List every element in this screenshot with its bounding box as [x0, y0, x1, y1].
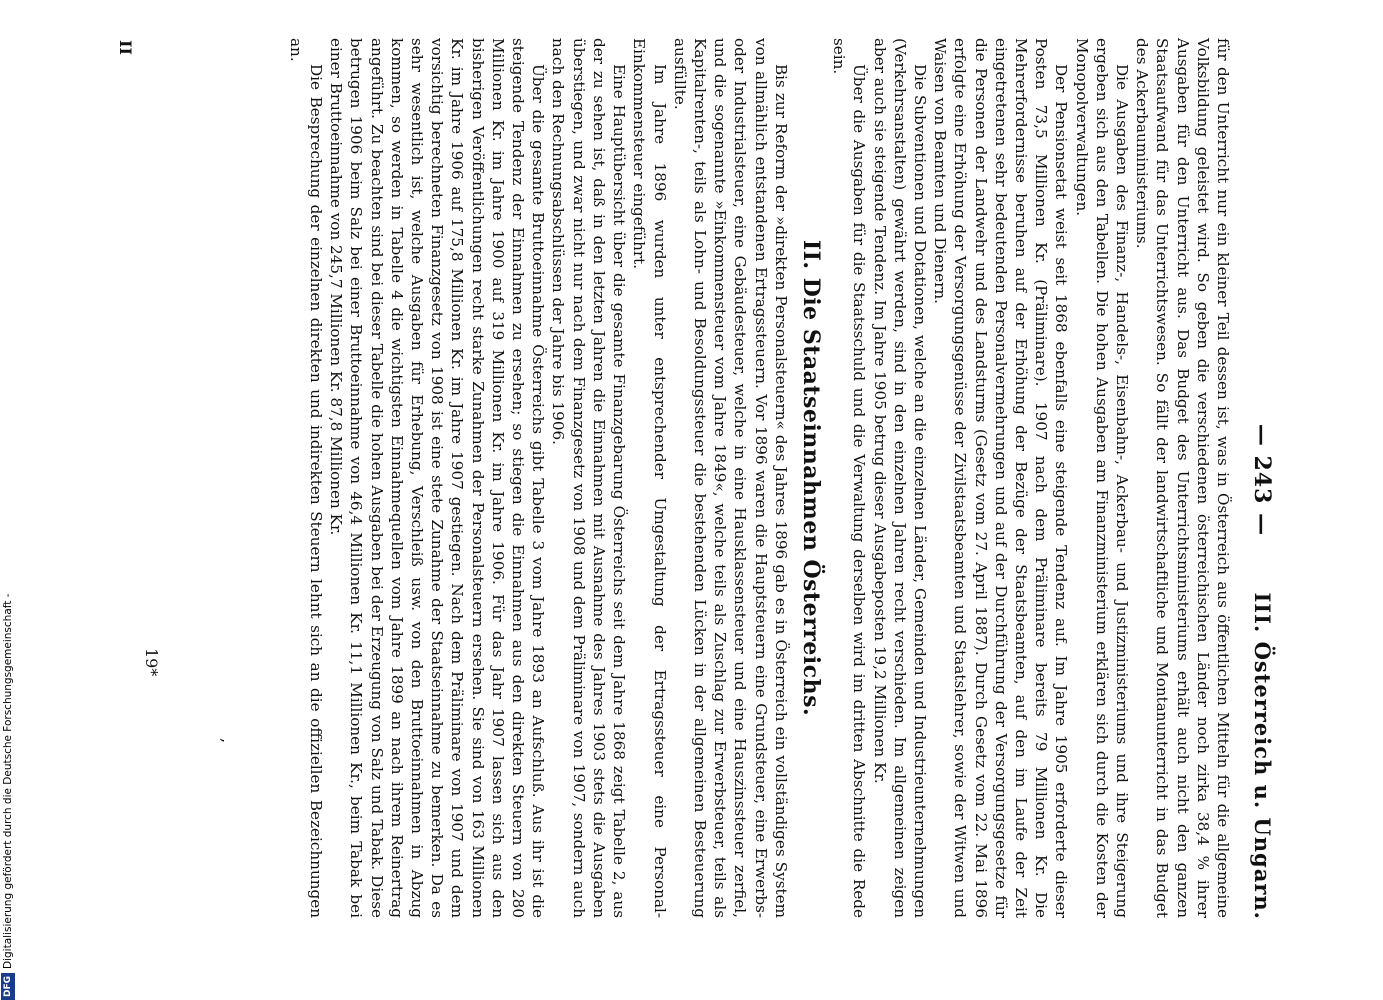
dfg-logo: DFG	[1, 973, 15, 1000]
paragraph: Bis zur Reform der »direkten Personalsteuern« des Jahres 1896 gab es in Österreich ein vollständiges System von allmählich entstandenen Ertragssteuern. Vor 1896 waren die Hauptsteuern eine Grundsteuer, eine Erwerbs- oder Industrialsteuer, eine Gebäudesteuer, welche in eine Hausklassensteuer und eine Hauszinssteuer zerfiel, und die sogenannte »Einkommensteuer vom Jahre 1849«, welche teils als Zuschlag zur Erwerbsteuer, teils als Kapitalrenten-, teils als Lohn- und Besoldungssteuer die bestehenden Lücken in der allgemeinen Besteuerung ausfüllte.	[670, 38, 790, 918]
body-text	[286, 38, 1233, 918]
running-head: III. Österreich u. Ungarn.	[1250, 592, 1275, 920]
paragraph: Eine Hauptübersicht über die gesamte Finanzgebarung Österreichs seit dem Jahre 1868 zeigt Tabelle 2, aus der zu sehen ist, daß in den letzten Jahren die Einnahmen mit Ausnahme des Jahres 1903 stets die Ausgaben überstiegen, und zwar nicht nur nach dem Finanzgesetz von 1908 und dem Präliminare von 1907, sondern auch nach den Rechnungsabschlüssen der Jahre bis 1906.	[549, 38, 629, 918]
paragraph: Der Pensionsetat weist seit 1868 ebenfalls eine steigende Tendenz auf. Im Jahre 1905 erforderte dieser Posten 73,5 Millionen Kr. (Präliminare). 1907 nach dem Präliminare bereits 79 Millionen Kr. Die Mehrerfordernisse beruhen auf der Erhöhung der Bezüge der Staatsbeamten, auf den im Laufe der Zeit eingetretenen sehr bedeutenden Personalvermehrungen und auf der Durchführung der Versorgungsgesetze für die Personen der Landwehr und des Landsturms (Gesetz vom 27. April 1887). Durch Gesetz vom 22. Mai 1896 erfolgte eine Erhöhung der Versorgungsgenüsse der Zivilstaatsbeamten und Staatslehrer, sowie der Witwen und Waisen von Beamten und Dienern.	[931, 38, 1071, 918]
paragraph: Im Jahre 1896 wurden unter entsprechender Umgestaltung der Ertragssteuer eine Personal-Einkommensteuer eingeführt.	[630, 38, 669, 918]
digitization-footer	[0, 8, 16, 1000]
paragraph: Die Ausgaben des Finanz-, Handels-, Eisenbahn-, Ackerbau- und Justizministeriums und ihre Steigerung ergeben sich aus den Tabellen. Die hohen Ausgaben am Finanzministerium erklären sich durch die Kosten der Monopolverwaltungen.	[1072, 38, 1131, 918]
page-number: — 243 —	[1249, 423, 1275, 537]
paragraph: für den Unterricht nur ein kleiner Teil dessen ist, was in Österreich aus öffentlichen Mitteln für die allgemeine Volksbildung geleistet wird. So geben die verschiedenen österreichischen Länder noch zirka 38,4 % ihrer Ausgaben für den Unterricht aus. Das Budget des Unterrichtsministeriums erhält auch nicht den ganzen Staatsaufwand für das Unterrichtswesen. So fällt der landwirtschaftliche und Montanunterricht in das Budget des Ackerbauministeriums.	[1133, 38, 1232, 918]
sheet-signature-number: 19*	[142, 648, 161, 677]
stray-mark: ,	[218, 738, 237, 744]
paragraph: Die Besprechung der einzelnen direkten und indirekten Steuern lehnt sich an die offiziellen Bezeichnungen an.	[286, 38, 326, 918]
page-header	[1245, 40, 1275, 920]
footer-text: Digitalisierung gefördert durch die Deutsche Forschungsgemeinschaft -	[2, 593, 14, 969]
sheet-signature-mark: II	[116, 40, 135, 55]
paragraph: Über die Ausgaben für die Staatsschuld und die Verwaltung derselben wird im dritten Abschnitte die Rede sein.	[830, 38, 869, 918]
paragraph: Die Subventionen und Dotationen, welche an die einzelnen Länder, Gemeinden und Industrieunternehmungen (Verkehrsanstalten) gewährt werden, sind in den einzelnen Jahren recht verschieden. Im allgemeinen zeigen aber auch sie steigende Tendenz. Im Jahre 1905 betrug dieser Ausgabeposten 19,2 Millionen Kr.	[870, 38, 929, 918]
section-title: II. Die Staatseinnahmen Österreichs.	[797, 239, 824, 717]
paragraph: Über die gesamte Bruttoeinnahme Österreichs gibt Tabelle 3 vom Jahre 1893 an Aufschluß. Aus ihr ist die steigende Tendenz der Einnahmen zu ersehen; so stiegen die Einnahmen aus den direkten Steuern von 280 Millionen Kr. im Jahre 1900 auf 319 Millionen Kr. im Jahre 1906. Für das Jahr 1907 lassen sich aus den bisherigen Veröffentlichungen recht starke Zunahmen der Personalsteuern ersehen. Sie sind von 163 Millionen Kr. im Jahre 1906 auf 175,8 Millionen Kr. im Jahre 1907 gestiegen. Nach dem Präliminare von 1907 und dem vorsichtig berechneten Finanzgesetz von 1908 ist eine stete Zunahme der Staatseinnahme zu bemerken. Da es sehr wesentlich ist, welche Ausgaben für Erhebung, Verschleiß usw. von den Bruttoeinnahmen in Abzug kommen, so werden in Tabelle 4 die wichtigsten Einnahmequellen vom Jahre 1899 an nach ihrem Reinertrag angeführt. Zu beachten sind bei dieser Tabelle die hohen Ausgaben bei der Erzeugung von Salz und Tabak. Diese betrugen 1906 beim Salz bei einer Bruttoeinnahme von 46,4 Millionen Kr. 11,1 Millionen Kr., beim Tabak bei einer Bruttoeinnahme von 245,7 Millionen Kr. 87,8 Millionen Kr.	[327, 38, 548, 918]
